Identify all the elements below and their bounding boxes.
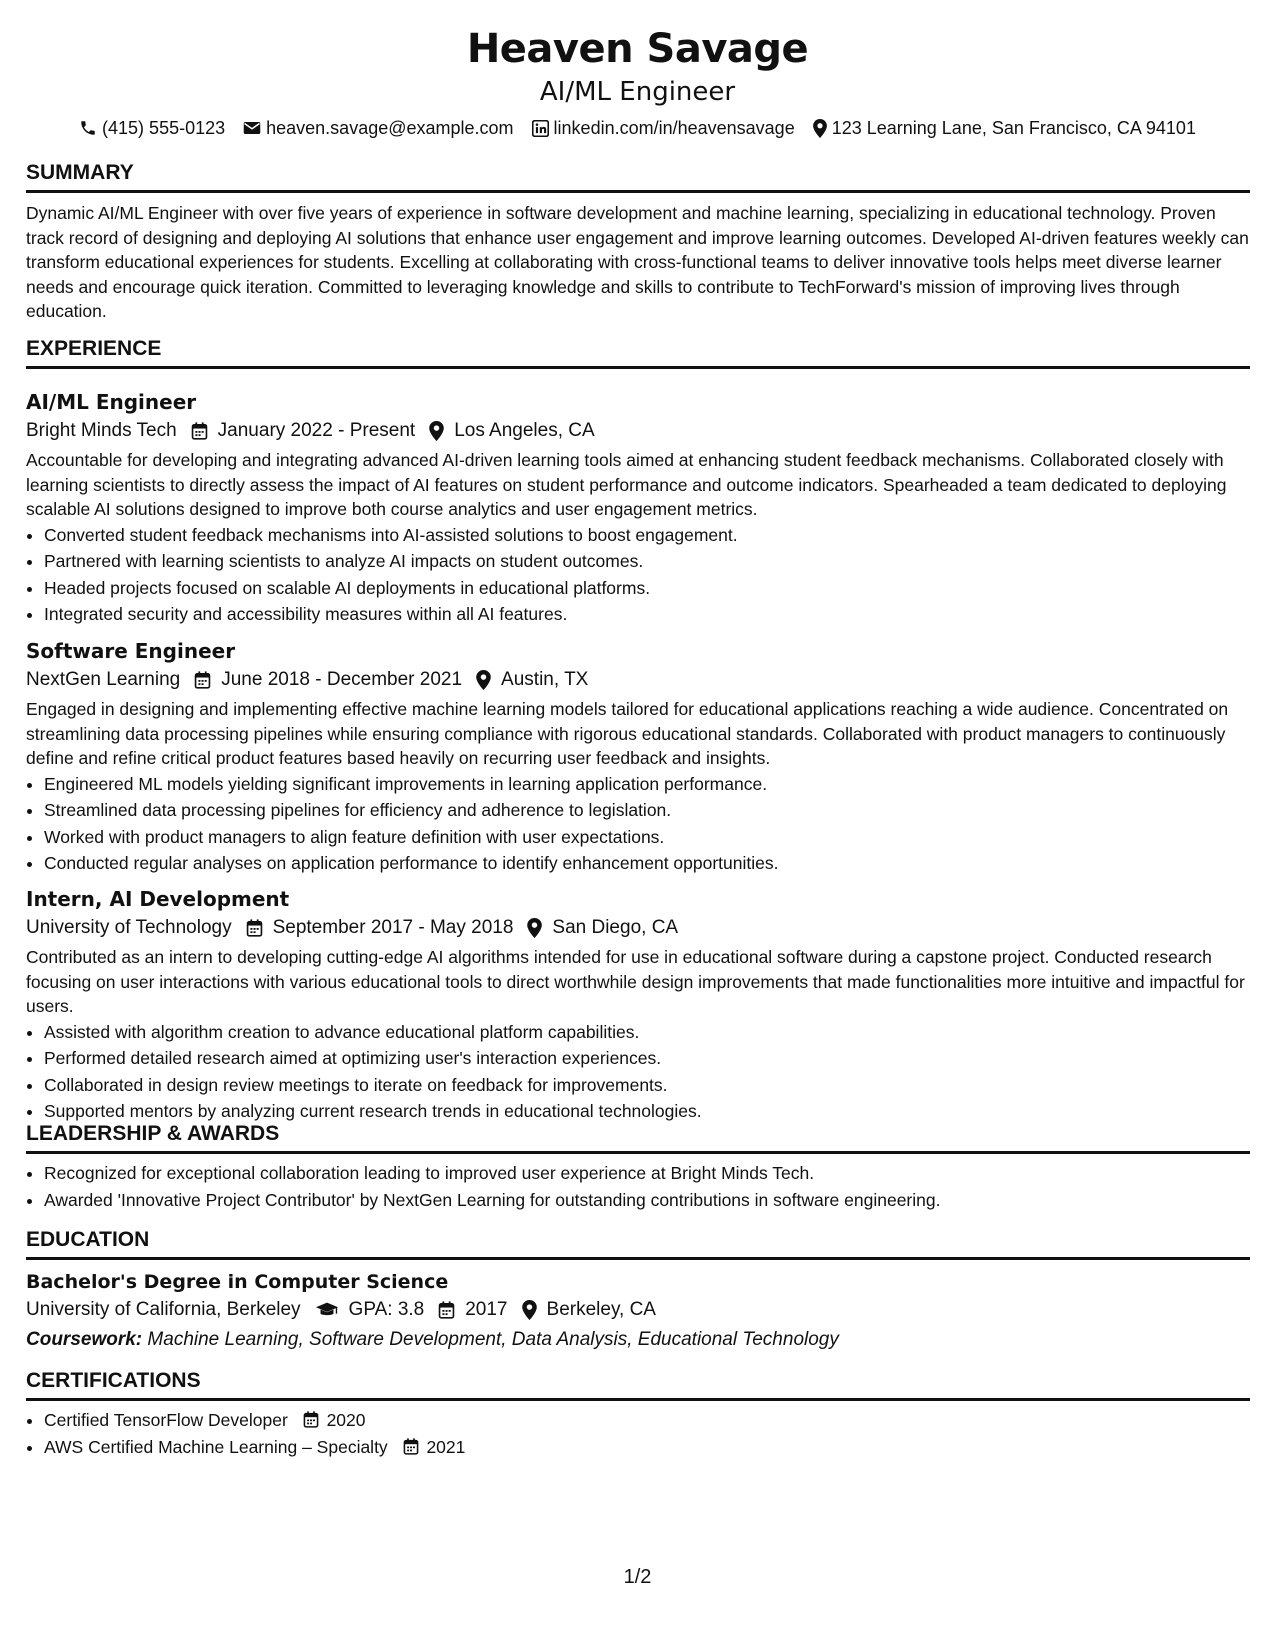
job-location: San Diego, CA xyxy=(552,917,679,938)
job-dates: January 2022 - Present xyxy=(217,420,416,441)
education-heading: EDUCATION xyxy=(26,1227,1250,1260)
contact-bar xyxy=(0,116,1275,140)
candidate-name: Heaven Savage xyxy=(466,26,809,72)
linkedin-link[interactable]: linkedin.com/in/heavensavage xyxy=(553,118,795,138)
job-bullets xyxy=(26,522,1250,628)
resume-header xyxy=(0,0,1275,140)
candidate-title: AI/ML Engineer xyxy=(539,77,736,107)
job-meta xyxy=(26,417,1250,445)
list-item: • Assisted with algorithm creation to advance educational platform capabilities. xyxy=(44,1019,1250,1046)
job-title: Intern, AI Development xyxy=(26,887,290,911)
calendar-icon xyxy=(194,671,211,689)
list-item: • Collaborated in design review meetings to iterate on feedback for improvements. xyxy=(44,1072,1250,1099)
job-title: Software Engineer xyxy=(26,639,236,663)
graduation-cap-icon xyxy=(315,1301,339,1319)
map-pin-icon xyxy=(813,119,827,138)
email-link[interactable]: heaven.savage@example.com xyxy=(266,118,514,138)
phone-icon xyxy=(79,119,97,137)
list-item: • Supported mentors by analyzing current research trends in educational technologies. xyxy=(44,1098,1250,1125)
list-item: • Headed projects focused on scalable AI deployments in educational platforms. xyxy=(44,575,1250,602)
contact-phone xyxy=(79,116,225,140)
job-location: Austin, TX xyxy=(501,669,589,690)
map-pin-icon xyxy=(429,421,444,441)
map-pin-icon xyxy=(522,1300,537,1320)
job-dates: June 2018 - December 2021 xyxy=(221,669,463,690)
list-item: • Streamlined data processing pipelines for efficiency and adherence to legislation. xyxy=(44,797,1250,824)
leadership-heading: LEADERSHIP & AWARDS xyxy=(26,1121,1250,1154)
list-item: • Awarded 'Innovative Project Contributor' by NextGen Learning for outstanding contributions in software engineering. xyxy=(44,1187,1250,1214)
list-item: • Converted student feedback mechanisms into AI-assisted solutions to boost engagement. xyxy=(44,522,1250,549)
education-year: 2017 xyxy=(465,1299,508,1320)
calendar-icon xyxy=(403,1438,419,1455)
job-company: NextGen Learning xyxy=(26,669,181,690)
job-meta xyxy=(26,666,1250,694)
job-description: Contributed as an intern to developing cutting-edge AI algorithms intended for use in educational software during a capstone project. Conducted research focusing on user interactions with various educational tools to direct worthwhile design improvements that made functionalities more intuitive and impactful for users. xyxy=(26,947,1245,1016)
job-title: AI/ML Engineer xyxy=(26,390,197,414)
list-item: • Conducted regular analyses on application performance to identify enhancement opportunities. xyxy=(44,850,1250,877)
summary-heading: SUMMARY xyxy=(26,160,1250,193)
certifications-section xyxy=(26,1368,1250,1460)
job-bullets xyxy=(26,771,1250,877)
job-entry xyxy=(26,389,1250,628)
list-item: • Engineered ML models yielding significant improvements in learning application performance. xyxy=(44,771,1250,798)
page-number: 1/2 xyxy=(623,1566,652,1588)
job-entry xyxy=(26,886,1250,1125)
coursework-line xyxy=(26,1326,1250,1354)
calendar-icon xyxy=(191,422,208,440)
coursework-text: Machine Learning, Software Development, Data Analysis, Educational Technology xyxy=(147,1329,839,1350)
degree-title: Bachelor's Degree in Computer Science xyxy=(26,1271,449,1293)
school-name: University of California, Berkeley xyxy=(26,1299,301,1320)
education-meta xyxy=(26,1296,1250,1324)
map-pin-icon xyxy=(527,918,542,938)
contact-linkedin[interactable] xyxy=(532,116,795,140)
cert-name: Certified TensorFlow Developer xyxy=(44,1410,288,1430)
list-item xyxy=(44,1407,1250,1434)
calendar-icon xyxy=(438,1301,455,1319)
summary-text: Dynamic AI/ML Engineer with over five years of experience in software development and machine learning, specializing in educational technology. Proven track record of designing and deploying AI solutions that enhance user engagement and improve learning outcomes. Developed AI-driven features weekly can transform educational experiences for students. Excelling at collaborating with cross-functional teams to deliver innovative tools helps meet diverse learner needs and encourage quick iteration. Committed to leveraging knowledge and skills to contribute to TechForward's mission of improving lives through education. xyxy=(26,203,1249,321)
coursework-label: Coursework: xyxy=(26,1329,143,1350)
job-location: Los Angeles, CA xyxy=(454,420,595,441)
linkedin-icon xyxy=(532,120,549,137)
list-item xyxy=(44,1434,1250,1461)
experience-section xyxy=(26,336,1250,369)
job-company: University of Technology xyxy=(26,917,232,938)
job-bullets xyxy=(26,1019,1250,1125)
leadership-list xyxy=(26,1160,1250,1213)
summary-section xyxy=(26,160,1250,324)
cert-year: 2021 xyxy=(426,1436,466,1457)
leadership-section xyxy=(26,1121,1250,1213)
calendar-icon xyxy=(246,919,263,937)
job-dates: September 2017 - May 2018 xyxy=(272,917,514,938)
envelope-icon xyxy=(243,120,261,136)
contact-address xyxy=(813,116,1196,140)
job-company: Bright Minds Tech xyxy=(26,420,177,441)
phone-text: (415) 555-0123 xyxy=(102,118,226,138)
job-entry xyxy=(26,638,1250,877)
certifications-list xyxy=(26,1407,1250,1460)
job-meta xyxy=(26,914,1250,942)
experience-heading: EXPERIENCE xyxy=(26,336,1250,369)
job-description: Engaged in designing and implementing effective machine learning models tailored for educational applications reaching a wide audience. Concentrated on streamlining data processing pipelines while ensuring compliance with rigorous educational standards. Collaborated with product managers to continuously define and refine critical product features based heavily on recurring user feedback and insights. xyxy=(26,699,1229,768)
education-location: Berkeley, CA xyxy=(546,1299,656,1320)
cert-name: AWS Certified Machine Learning – Specialty xyxy=(44,1436,388,1457)
certifications-heading: CERTIFICATIONS xyxy=(26,1368,1250,1401)
list-item: • Partnered with learning scientists to analyze AI impacts on student outcomes. xyxy=(44,548,1250,575)
list-item: • Integrated security and accessibility measures within all AI features. xyxy=(44,601,1250,628)
map-pin-icon xyxy=(476,670,491,690)
education-gpa: GPA: 3.8 xyxy=(348,1299,425,1320)
list-item: • Recognized for exceptional collaboration leading to improved user experience at Bright Minds Tech. xyxy=(44,1160,1250,1187)
list-item: • Worked with product managers to align feature definition with user expectations. xyxy=(44,824,1250,851)
education-section xyxy=(26,1227,1250,1354)
job-description: Accountable for developing and integrating advanced AI-driven learning tools aimed at enhancing student feedback mechanisms. Collaborated closely with learning scientists to directly assess the impact of AI features on student performance and outcome indicators. Spearheaded a team dedicated to deploying scalable AI solutions designed to improve both course analytics and user engagement metrics. xyxy=(26,450,1227,519)
cert-year: 2020 xyxy=(326,1410,366,1430)
calendar-icon xyxy=(303,1411,319,1428)
list-item: • Performed detailed research aimed at optimizing user's interaction experiences. xyxy=(44,1045,1250,1072)
contact-email[interactable] xyxy=(243,116,513,140)
address-text: 123 Learning Lane, San Francisco, CA 94101 xyxy=(831,118,1196,138)
